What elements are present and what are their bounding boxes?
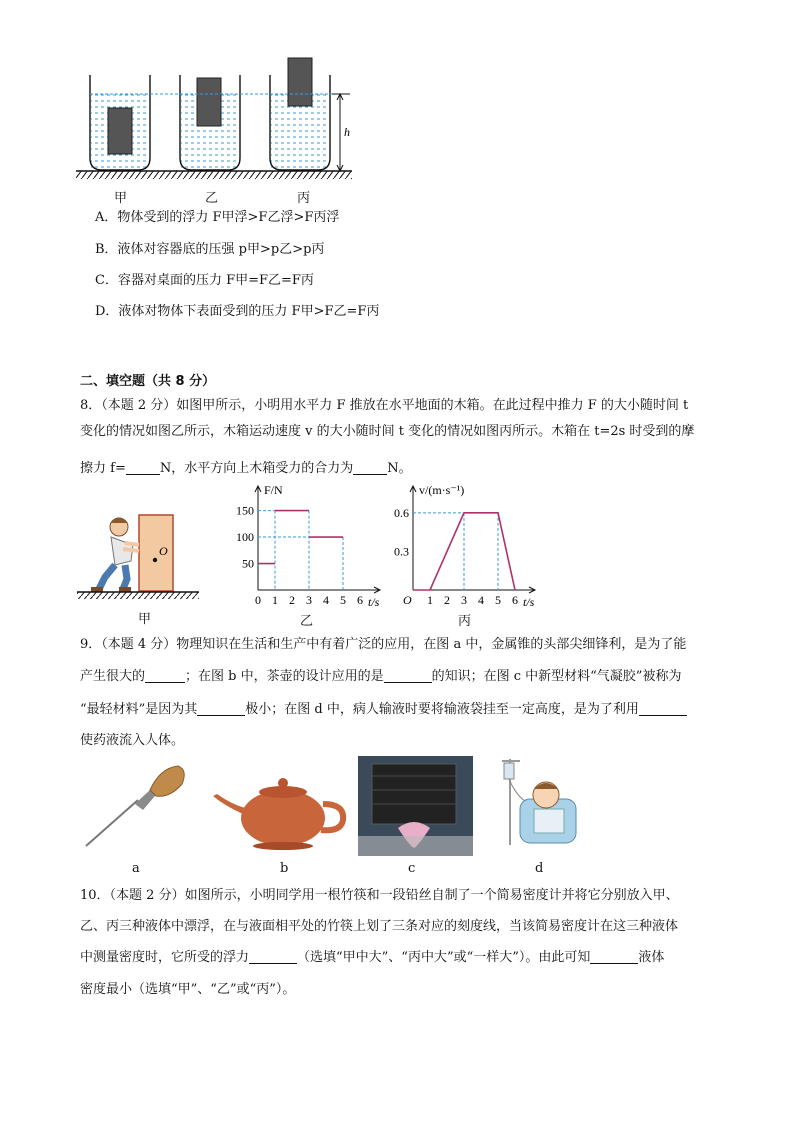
origin-label: O (403, 593, 412, 607)
x-tick-label: 2 (289, 593, 295, 607)
x-tick-label: 2 (444, 593, 450, 607)
fig-label-bing: 丙 (458, 614, 472, 629)
q10-line3 (80, 948, 664, 968)
x-tick-label: 5 (340, 593, 346, 607)
velocity-time-chart (385, 478, 545, 608)
option-c: C．容器对桌面的压力 F甲=F乙=F丙 (95, 273, 314, 288)
q10-line4: 密度最小（选填“甲”、“乙”或“丙”）。 (80, 982, 296, 997)
teapot-image (205, 768, 355, 852)
q10-blank-2[interactable] (590, 949, 638, 964)
q9-line1: 9．（本题 4 分）物理知识在生活和生产中有着广泛的应用，在图 a 中，金属锥的头部尖细锋利，是为了能 (80, 637, 687, 652)
q10-line3-a: 中测量密度时，它所受的浮力 (80, 950, 250, 965)
x-tick-label: 1 (272, 593, 278, 607)
q9-blank-4[interactable] (639, 701, 687, 716)
q8-line3-c: N。 (387, 461, 412, 476)
q8-line1: 8．（本题 2 分）如图甲所示，小明用水平力 F 推放在水平地面的木箱。在此过程中推力 F 的大小随时间 t (80, 398, 689, 413)
aerogel-image (358, 756, 473, 856)
q9-line2 (80, 667, 681, 687)
q9-blank-1[interactable] (145, 668, 185, 683)
section-title: 二、填空题（共 8 分） (80, 374, 216, 389)
block-yi (197, 78, 221, 126)
image-label-c: c (408, 861, 416, 876)
q10-line3-b: （选填“甲中大”、“丙中大”或“一样大”）。由此可知 (297, 950, 591, 965)
option-b: B．液体对容器底的压强 p甲>p乙>p丙 (95, 242, 325, 257)
beakers-figure (70, 50, 370, 200)
wooden-box (139, 515, 173, 591)
y-axis-label: F/N (264, 483, 283, 497)
x-tick-label: 4 (478, 593, 484, 607)
y-tick-label: 0.3 (394, 544, 409, 559)
q8-line3 (80, 459, 412, 479)
option-d: D．液体对物体下表面受到的压力 F甲>F乙=F丙 (95, 304, 380, 319)
x-axis-label: t/s (368, 595, 380, 608)
x-tick-label: 3 (461, 593, 467, 607)
beaker-label-bing: 丙 (297, 191, 311, 206)
q9-line3 (80, 700, 687, 720)
image-label-d: d (535, 861, 544, 876)
y-tick-label: 100 (236, 530, 254, 545)
beaker-yi (180, 75, 240, 170)
x-tick-label: 5 (495, 593, 501, 607)
boy-icon (91, 518, 139, 592)
x-tick-label: 0 (255, 593, 261, 607)
q9-line3-a: “最轻材料”是因为其 (80, 702, 198, 717)
q10-line2: 乙、丙三种液体中漂浮，在与液面相平处的竹筷上划了三条对应的刻度线，当该简易密度计在这三种液体 (80, 919, 679, 934)
beaker-label-yi: 乙 (205, 191, 219, 206)
point-o-label: O (159, 544, 168, 558)
y-tick-label: 150 (236, 503, 254, 518)
h-label: h (344, 125, 350, 139)
q10-line1: 10．（本题 2 分）如图所示，小明同学用一根竹筷和一段铅丝自制了一个简易密度计并将它分别放入甲、 (80, 888, 679, 903)
block-jia (108, 108, 132, 154)
beaker-label-jia: 甲 (114, 191, 128, 206)
fig-label-yi: 乙 (300, 614, 314, 629)
force-time-chart (230, 478, 390, 608)
q10-blank-1[interactable] (249, 949, 297, 964)
y-tick-label: 50 (242, 556, 254, 571)
x-tick-label: 3 (306, 593, 312, 607)
q8-blank-2[interactable] (353, 460, 387, 475)
q9-line2-c: 的知识；在图 c 中新型材料“气凝胶”被称为 (431, 669, 682, 684)
x-tick-label: 1 (427, 593, 433, 607)
block-bing (288, 58, 312, 106)
option-a: A．物体受到的浮力 F甲浮>F乙浮>F丙浮 (95, 210, 340, 225)
q8-line2: 变化的情况如图乙所示，木箱运动速度 v 的大小随时间 t 变化的情况如图丙所示。木箱在 t=2s 时受到的摩 (80, 424, 695, 439)
beaker-bing (270, 58, 330, 170)
x-axis-label: t/s (523, 595, 535, 608)
q9-line4: 使药液流入人体。 (80, 733, 185, 748)
x-tick-label: 6 (512, 593, 518, 607)
infusion-image (490, 755, 585, 855)
boy-pushing-figure (75, 505, 205, 605)
q9-line2-b: ；在图 b 中，茶壶的设计应用的是 (185, 669, 384, 684)
q9-line2-a: 产生很大的 (80, 669, 146, 684)
q8-blank-1[interactable] (126, 460, 160, 475)
q8-line3-a: 擦力 f= (80, 461, 126, 476)
q9-line3-b: 极小；在图 d 中，病人输液时要将输液袋挂至一定高度，是为了利用 (245, 702, 639, 717)
q8-line3-b: N，水平方向上木箱受力的合力为 (159, 461, 354, 476)
q9-blank-2[interactable] (384, 668, 432, 683)
fig-label-jia: 甲 (138, 612, 152, 627)
y-axis-label: v/(m·s⁻¹) (419, 483, 465, 497)
x-tick-label: 4 (323, 593, 329, 607)
x-tick-label: 6 (357, 593, 363, 607)
image-label-b: b (280, 861, 289, 876)
y-tick-label: 0.6 (394, 505, 409, 520)
q10-line3-c: 液体 (638, 950, 665, 965)
q9-blank-3[interactable] (197, 701, 245, 716)
beaker-jia (90, 75, 150, 170)
image-label-a: a (132, 861, 140, 876)
awl-image (80, 760, 190, 852)
